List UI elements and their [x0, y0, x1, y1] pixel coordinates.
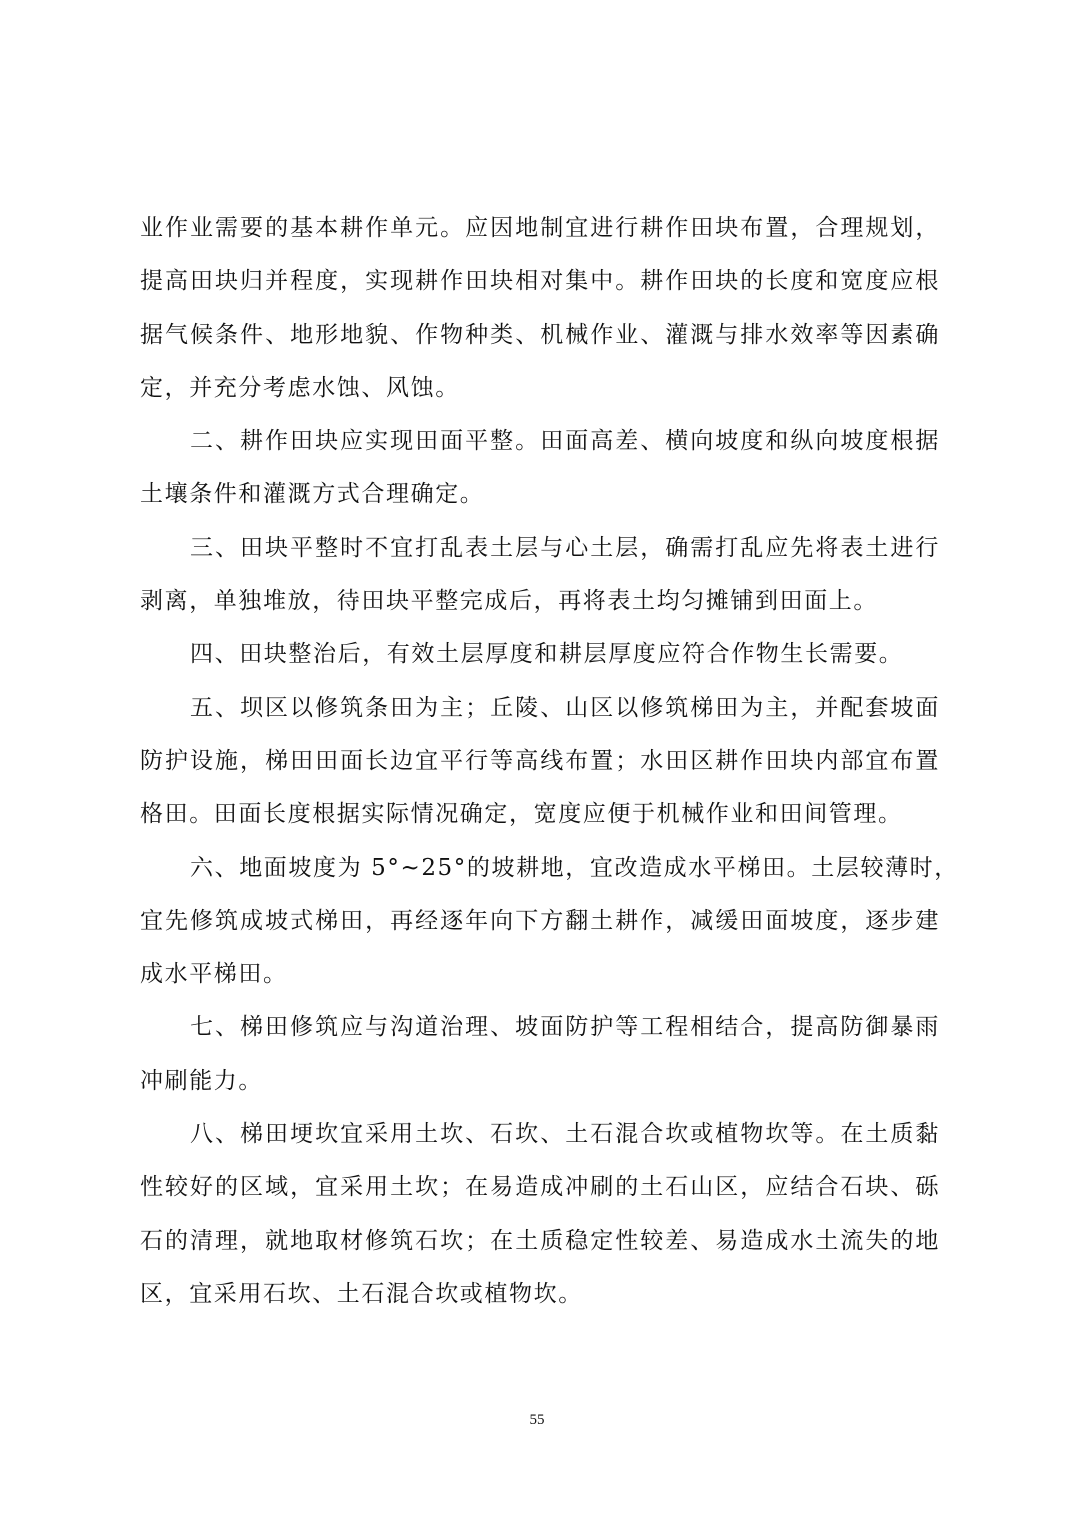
- text-line: 成水平梯田。: [140, 961, 288, 988]
- text-line: 据气候条件、地形地貌、作物种类、机械作业、灌溉与排水效率等因素确: [140, 321, 940, 348]
- paragraph-first-line: 二、耕作田块应实现田面平整。田面高差、横向坡度和纵向坡度根据: [190, 428, 940, 455]
- body-text: [140, 202, 959, 1321]
- paragraph-first-line: 五、坝区以修筑条田为主；丘陵、山区以修筑梯田为主，并配套坡面: [190, 694, 940, 721]
- text-line: 格田。田面长度根据实际情况确定，宽度应便于机械作业和田间管理。: [140, 801, 903, 828]
- text-line: 区，宜采用石坎、土石混合坎或植物坎。: [140, 1280, 583, 1307]
- paragraph-first-line: 六、地面坡度为 5°~25°的坡耕地，宜改造成水平梯田。土层较薄时，: [190, 854, 959, 881]
- page-number: 55: [529, 1412, 545, 1428]
- text-line: 业作业需要的基本耕作单元。应因地制宜进行耕作田块布置，合理规划，: [140, 215, 940, 241]
- text-line: 石的清理，就地取材修筑石坎；在土质稳定性较差、易造成水土流失的地: [140, 1227, 940, 1254]
- text-line: 宜先修筑成坡式梯田，再经逐年向下方翻土耕作，减缓田面坡度，逐步建: [140, 907, 940, 934]
- paragraph-first-line: 四、田块整治后，有效土层厚度和耕层厚度应符合作物生长需要。: [190, 641, 904, 668]
- text-line: 土壤条件和灌溉方式合理确定。: [140, 481, 485, 508]
- paragraph-first-line: 三、田块平整时不宜打乱表土层与心土层，确需打乱应先将表土进行: [190, 534, 940, 561]
- text-line: 提高田块归并程度，实现耕作田块相对集中。耕作田块的长度和宽度应根: [140, 268, 940, 295]
- text-line: 定，并充分考虑水蚀、风蚀。: [140, 374, 460, 401]
- paragraph-first-line: 七、梯田修筑应与沟道治理、坡面防护等工程相结合，提高防御暴雨: [190, 1014, 940, 1041]
- text-line: 防护设施，梯田田面长边宜平行等高线布置；水田区耕作田块内部宜布置: [140, 747, 940, 774]
- paragraph-first-line: 八、梯田埂坎宜采用土坎、石坎、土石混合坎或植物坎等。在土质黏: [190, 1121, 940, 1148]
- text-line: 冲刷能力。: [140, 1067, 263, 1094]
- text-line: 性较好的区域，宜采用土坎；在易造成冲刷的土石山区，应结合石块、砾: [140, 1174, 940, 1201]
- text-line: 剥离，单独堆放，待田块平整完成后，再将表土均匀摊铺到田面上。: [140, 588, 878, 615]
